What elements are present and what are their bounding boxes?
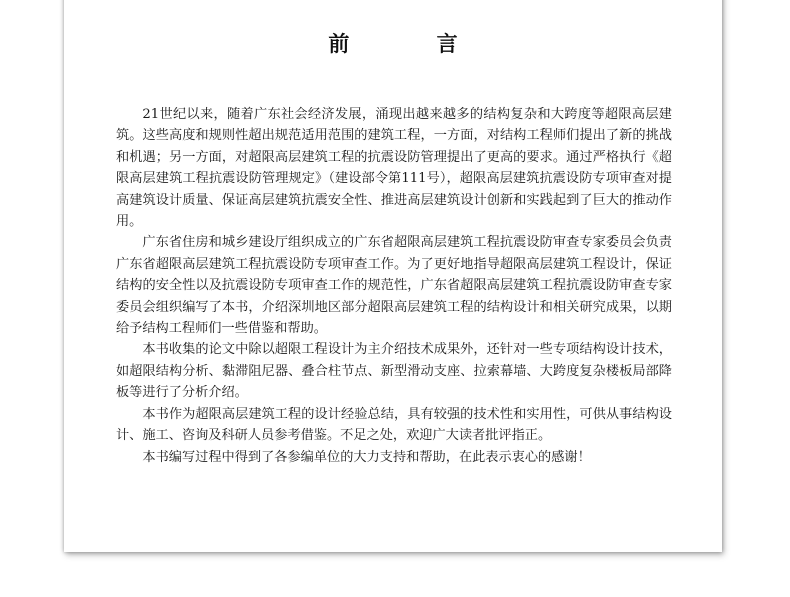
paragraph: 本书编写过程中得到了各参编单位的大力支持和帮助，在此表示衷心的感谢！ <box>142 449 591 465</box>
preface-body <box>116 104 672 468</box>
page-title: 前 言 <box>328 31 498 56</box>
paragraph: 本书作为超限高层建筑工程的设计经验总结，具有较强的技术性和实用性，可供从事结构设计、施工、咨询及科研人员参考借鉴。不足之处，欢迎广大读者批评指正。 <box>116 406 672 444</box>
document-page <box>64 0 722 552</box>
paragraph: 本书收集的论文中除以超限工程设计为主介绍技术成果外，还针对一些专项结构设计技术，如超限结构分析、黏滞阻尼器、叠合柱节点、新型滑动支座、拉索幕墙、大跨度复杂楼板局部降板等进行了分析介绍。 <box>116 342 672 401</box>
paragraph: 广东省住房和城乡建设厅组织成立的广东省超限高层建筑工程抗震设防审查专家委员会负责广东省超限高层建筑工程抗震设防专项审查工作。为了更好地指导超限高层建筑工程设计，保证结构的安全性以及抗震设防专项审查工作的规范性，广东省超限高层建筑工程抗震设防审查专家委员会组织编写了本书，介绍深圳地区部分超限高层建筑工程的结构设计和相关研究成果，以期给予结构工程师们一些借鉴和帮助。 <box>116 235 672 337</box>
paragraph: 21世纪以来，随着广东社会经济发展，涌现出越来越多的结构复杂和大跨度等超限高层建筑。这些高度和规则性超出规范适用范围的建筑工程，一方面，对结构工程师们提出了新的挑战和机遇；另一方面，对超限高层建筑工程的抗震设防管理提出了更高的要求。通过严格执行《超限高层建筑工程抗震设防管理规定》（建设部令第111号），超限高层建筑抗震设防专项审查对提高建筑设计质量、保证高层建筑抗震安全性、推进高层建筑设计创新和实践起到了巨大的推动作用。 <box>116 107 672 230</box>
